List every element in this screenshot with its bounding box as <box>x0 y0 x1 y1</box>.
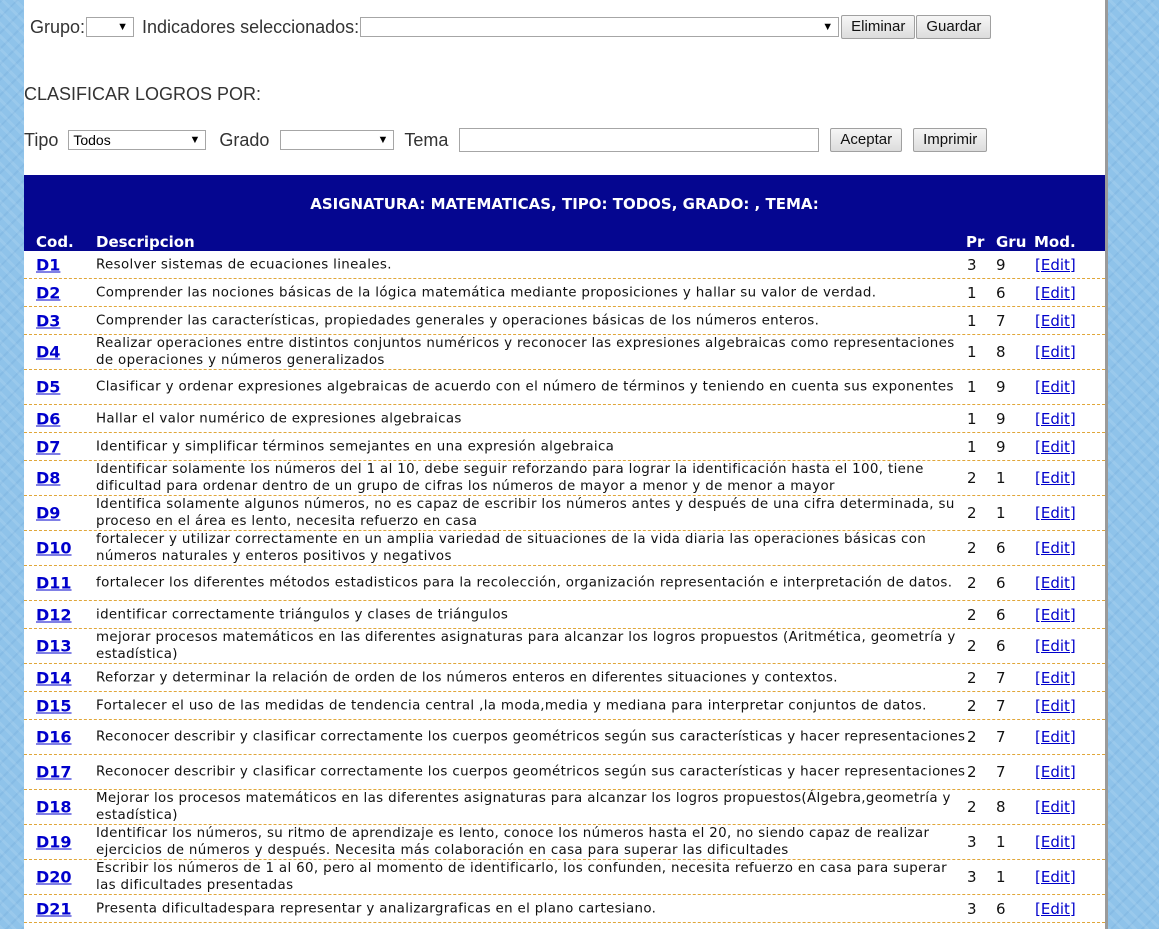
row-pr: 1 <box>967 437 977 456</box>
row-edit-link[interactable]: [Edit] <box>1035 311 1076 330</box>
table-row <box>24 335 1105 370</box>
row-description: fortalecer los diferentes métodos estadisticos para la recolección, organización representación e interpretación de datos. <box>96 575 953 591</box>
row-description: mejorar procesos matemáticos en las diferentes asignaturas para alcanzar los logros propuestos (Aritmética, geometría y estadística) <box>96 630 956 662</box>
grado-label: Grado <box>219 129 270 150</box>
row-pr: 2 <box>967 798 977 816</box>
eliminar-button[interactable]: Eliminar <box>841 15 915 39</box>
row-pr: 3 <box>967 255 977 274</box>
row-gru: 7 <box>996 696 1006 715</box>
row-description: identificar correctamente triángulos y clases de triángulos <box>96 607 509 622</box>
row-description: Comprender las características, propiedades generales y operaciones básicas de los números enteros. <box>96 313 820 328</box>
row-pr: 3 <box>967 868 977 886</box>
row-gru: 9 <box>996 437 1006 456</box>
row-code-link[interactable]: D13 <box>36 636 72 656</box>
row-edit-link[interactable]: [Edit] <box>1035 378 1076 396</box>
row-code-link[interactable]: D7 <box>36 437 61 456</box>
table-row <box>24 755 1105 790</box>
tipo-select[interactable] <box>68 130 206 150</box>
table-row <box>24 531 1105 566</box>
row-code-link[interactable]: D11 <box>36 573 72 593</box>
row-description: Reconocer describir y clasificar correctamente los cuerpos geométricos según sus características y hacer representaciones <box>96 764 966 780</box>
row-code-link[interactable]: D4 <box>36 342 61 362</box>
table-header <box>24 233 1105 251</box>
row-edit-link[interactable]: [Edit] <box>1035 539 1076 557</box>
row-description: Reconocer describir y clasificar correctamente los cuerpos geométricos según sus características y hacer representaciones <box>96 729 966 745</box>
row-gru: 7 <box>996 668 1006 687</box>
row-code-link[interactable]: D3 <box>36 311 61 330</box>
indicadores-label: Indicadores seleccionados: <box>142 16 360 37</box>
row-code-link[interactable]: D9 <box>36 503 61 523</box>
row-pr: 2 <box>967 469 977 487</box>
page-content <box>24 0 1108 929</box>
table-row <box>24 405 1105 433</box>
table-row <box>24 720 1105 755</box>
row-description: Reforzar y determinar la relación de orden de los números enteros en diferentes situaciones y contextos. <box>96 670 838 685</box>
row-description: Mejorar los procesos matemáticos en las diferentes asignaturas para alcanzar los logros propuestos(Álgebra,geometría y estadística) <box>96 791 951 823</box>
row-edit-link[interactable]: [Edit] <box>1035 343 1076 361</box>
row-edit-link[interactable]: [Edit] <box>1035 728 1076 746</box>
row-gru: 1 <box>996 504 1006 522</box>
row-edit-link[interactable]: [Edit] <box>1035 574 1076 592</box>
header-cod: Cod. <box>36 233 74 251</box>
aceptar-button[interactable]: Aceptar <box>830 128 902 152</box>
table-banner <box>24 175 1105 233</box>
row-pr: 2 <box>967 605 977 624</box>
row-pr: 1 <box>967 378 977 396</box>
header-descripcion: Descripcion <box>96 233 195 251</box>
row-gru: 1 <box>996 868 1006 886</box>
row-gru: 8 <box>996 343 1006 361</box>
row-edit-link[interactable]: [Edit] <box>1035 283 1076 302</box>
row-pr: 3 <box>967 899 977 918</box>
row-edit-link[interactable]: [Edit] <box>1035 763 1076 781</box>
row-pr: 1 <box>967 283 977 302</box>
table-row <box>24 433 1105 461</box>
row-description: Fortalecer el uso de las medidas de tendencia central ,la moda,media y mediana para interpretar conjuntos de datos. <box>96 698 927 713</box>
row-gru: 6 <box>996 574 1006 592</box>
row-description: Identificar solamente los números del 1 al 10, debe seguir reforzando para lograr la identificación hasta el 100, tiene dificultad para ordenar dentro de un grupo de cifras los números de mayor a menor y de menor a mayor <box>96 462 924 494</box>
row-edit-link[interactable]: [Edit] <box>1035 798 1076 816</box>
row-description: Identificar los números, su ritmo de aprendizaje es lento, conoce los números hasta el 20, no siendo capaz de realizar ejercicios de números y después. Necesita más colaboración en casa para superar las dificultades <box>96 826 930 858</box>
tema-input[interactable] <box>459 128 819 152</box>
row-code-link[interactable]: D19 <box>36 832 72 852</box>
row-code-link[interactable]: D14 <box>36 668 72 687</box>
chevron-down-icon: ▼ <box>822 21 834 33</box>
row-code-link[interactable]: D10 <box>36 538 72 558</box>
row-description: Identificar y simplificar términos semejantes en una expresión algebraica <box>96 439 615 454</box>
row-description: Resolver sistemas de ecuaciones lineales. <box>96 257 392 272</box>
row-code-link[interactable]: D15 <box>36 696 72 715</box>
row-pr: 3 <box>967 833 977 851</box>
table-row <box>24 251 1105 279</box>
header-mod: Mod. <box>1034 233 1076 251</box>
row-edit-link[interactable]: [Edit] <box>1035 504 1076 522</box>
table-row <box>24 629 1105 664</box>
row-edit-link[interactable]: [Edit] <box>1035 409 1076 428</box>
row-gru: 6 <box>996 283 1006 302</box>
table-row <box>24 860 1105 895</box>
table-row <box>24 461 1105 496</box>
row-pr: 1 <box>967 343 977 361</box>
row-pr: 2 <box>967 696 977 715</box>
row-gru: 7 <box>996 311 1006 330</box>
row-gru: 9 <box>996 378 1006 396</box>
header-gru: Gru <box>996 233 1027 251</box>
row-description: Realizar operaciones entre distintos conjuntos numéricos y reconocer las expresiones algebraicas como representaciones de operaciones y números generalizados <box>96 336 955 368</box>
row-pr: 2 <box>967 763 977 781</box>
row-edit-link[interactable]: [Edit] <box>1035 833 1076 851</box>
row-code-link[interactable]: D17 <box>36 762 72 782</box>
row-pr: 1 <box>967 311 977 330</box>
row-pr: 2 <box>967 728 977 746</box>
row-description: Presenta dificultadespara representar y analizargraficas en el plano cartesiano. <box>96 901 657 916</box>
chevron-down-icon: ▼ <box>117 21 129 33</box>
table-row <box>24 601 1105 629</box>
row-description: Hallar el valor numérico de expresiones algebraicas <box>96 411 462 426</box>
tipo-value: Todos <box>73 132 111 148</box>
row-description: fortalecer y utilizar correctamente en un amplia variedad de situaciones de la vida diaria las operaciones básicas con números naturales y enteros positivos y negativos <box>96 532 927 564</box>
grupo-select[interactable] <box>86 17 134 37</box>
row-gru: 7 <box>996 763 1006 781</box>
indicadores-select[interactable] <box>360 17 839 37</box>
row-pr: 2 <box>967 637 977 655</box>
imprimir-button[interactable]: Imprimir <box>913 128 987 152</box>
table-row <box>24 895 1105 923</box>
chevron-down-icon: ▼ <box>377 134 389 146</box>
clasificar-heading: CLASIFICAR LOGROS POR: <box>24 84 262 104</box>
top-toolbar <box>30 14 991 40</box>
table-row <box>24 307 1105 335</box>
table-row <box>24 279 1105 307</box>
row-gru: 1 <box>996 833 1006 851</box>
header-pr: Pr <box>966 233 985 251</box>
row-code-link[interactable]: D21 <box>36 899 72 918</box>
grupo-label: Grupo: <box>30 16 86 37</box>
row-edit-link[interactable]: [Edit] <box>1035 437 1076 456</box>
row-pr: 2 <box>967 504 977 522</box>
row-gru: 8 <box>996 798 1006 816</box>
row-pr: 2 <box>967 539 977 557</box>
row-gru: 6 <box>996 539 1006 557</box>
table-row <box>24 825 1105 860</box>
row-gru: 9 <box>996 255 1006 274</box>
row-code-link[interactable]: D8 <box>36 468 61 488</box>
row-code-link[interactable]: D16 <box>36 727 72 747</box>
row-edit-link[interactable]: [Edit] <box>1035 696 1076 715</box>
row-code-link[interactable]: D20 <box>36 867 72 887</box>
row-pr: 1 <box>967 409 977 428</box>
grado-select[interactable] <box>280 130 394 150</box>
row-pr: 2 <box>967 668 977 687</box>
row-edit-link[interactable]: [Edit] <box>1035 637 1076 655</box>
row-code-link[interactable]: D2 <box>36 283 61 302</box>
table-row <box>24 566 1105 601</box>
table-row <box>24 664 1105 692</box>
row-edit-link[interactable]: [Edit] <box>1035 605 1076 624</box>
row-description: Escribir los números de 1 al 60, pero al momento de identificarlo, los confunden, necesita refuerzo en casa para superar las dificultades presentadas <box>96 861 947 893</box>
row-edit-link[interactable]: [Edit] <box>1035 899 1076 918</box>
row-gru: 1 <box>996 469 1006 487</box>
row-gru: 6 <box>996 637 1006 655</box>
table-row <box>24 496 1105 531</box>
guardar-button[interactable]: Guardar <box>916 15 991 39</box>
table-row <box>24 790 1105 825</box>
table-row <box>24 370 1105 405</box>
row-gru: 6 <box>996 899 1006 918</box>
row-edit-link[interactable]: [Edit] <box>1035 255 1076 274</box>
row-code-link[interactable]: D5 <box>36 377 61 397</box>
table-row <box>24 692 1105 720</box>
row-code-link[interactable]: D18 <box>36 797 72 817</box>
row-edit-link[interactable]: [Edit] <box>1035 668 1076 687</box>
chevron-down-icon: ▼ <box>189 134 201 146</box>
row-edit-link[interactable]: [Edit] <box>1035 469 1076 487</box>
row-code-link[interactable]: D1 <box>36 255 61 274</box>
row-gru: 7 <box>996 728 1006 746</box>
row-gru: 6 <box>996 605 1006 624</box>
row-description: Clasificar y ordenar expresiones algebraicas de acuerdo con el número de términos y teniendo en cuenta sus exponentes <box>96 379 954 395</box>
row-code-link[interactable]: D6 <box>36 409 61 428</box>
row-edit-link[interactable]: [Edit] <box>1035 868 1076 886</box>
filter-bar <box>24 127 987 153</box>
table-title: ASIGNATURA: MATEMATICAS, TIPO: TODOS, GRADO: , TEMA: <box>310 195 819 213</box>
row-description: Identifica solamente algunos números, no es capaz de escribir los números antes y después de una cifra determinada, su proceso en el área es lento, necesita refuerzo en casa <box>96 497 955 529</box>
tema-label: Tema <box>404 129 449 150</box>
tipo-label: Tipo <box>24 129 59 150</box>
row-description: Comprender las nociones básicas de la lógica matemática mediante proposiciones y hallar su valor de verdad. <box>96 285 877 300</box>
row-gru: 9 <box>996 409 1006 428</box>
row-pr: 2 <box>967 574 977 592</box>
row-code-link[interactable]: D12 <box>36 605 72 624</box>
